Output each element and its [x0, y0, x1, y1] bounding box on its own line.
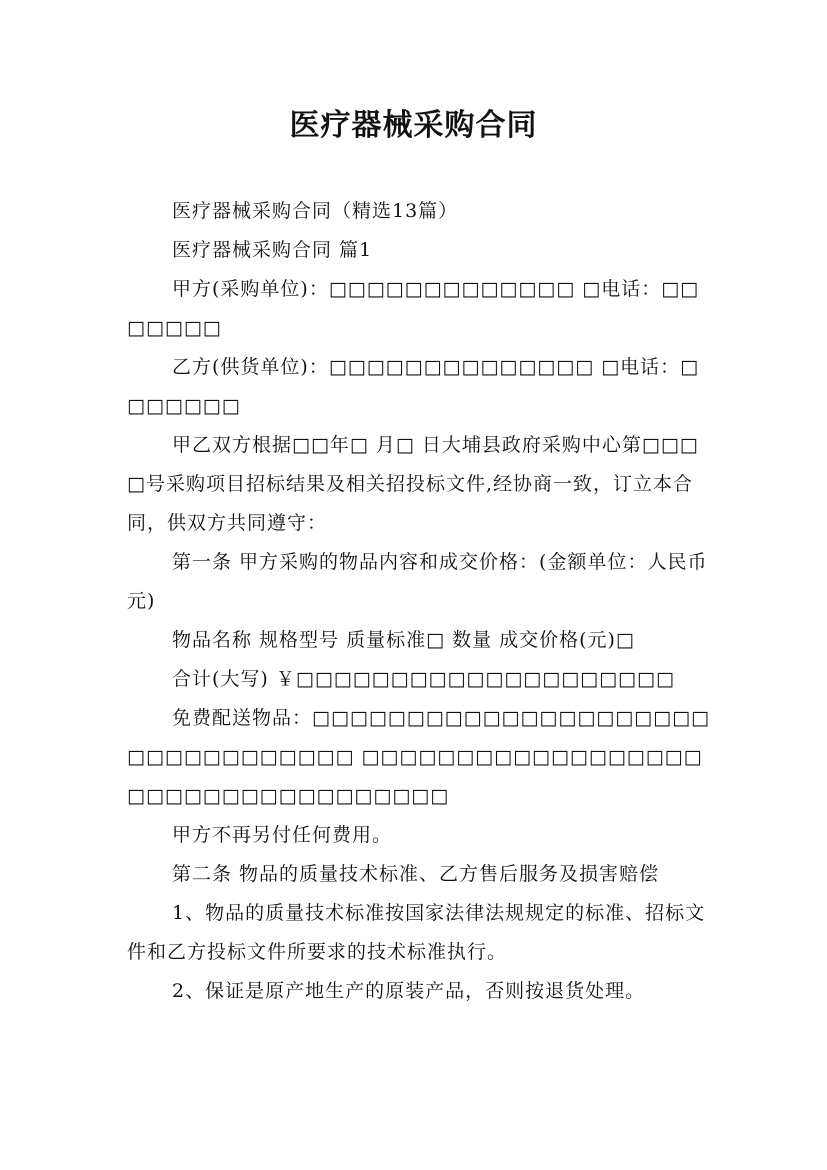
- paragraph: 甲乙双方根据□□年□ 月□ 日大埔县政府采购中心第□□□□号采购项目招标结果及相关招投标文件,经协商一致，订立本合同，供双方共同遵守：: [127, 434, 699, 534]
- paragraph: 甲方(采购单位)：□□□□□□□□□□□□□ □电话：□□□□□□□: [127, 278, 700, 339]
- document-title: 医疗器械采购合同: [289, 108, 538, 143]
- document-body: [127, 192, 717, 1011]
- paragraph: 甲方不再另付任何费用。: [172, 824, 393, 846]
- paragraph: 医疗器械采购合同 篇1: [172, 239, 373, 261]
- paragraph: 免费配送物品：□□□□□□□□□□□□□□□□□□□□□□□□□□□□□□□□□ □□□□□□□□□□□□□□□□□□□□□□□□□□□□□□□□□□□: [127, 707, 710, 807]
- paragraph: 第二条 物品的质量技术标准、乙方售后服务及损害赔偿: [172, 863, 660, 885]
- paragraph: 第一条 甲方采购的物品内容和成交价格：(金额单位：人民币元): [127, 551, 708, 612]
- paragraph: 1、物品的质量技术标准按国家法律法规规定的标准、招标文件和乙方投标文件所要求的技术标准执行。: [127, 902, 706, 963]
- paragraph: 2、保证是原产地生产的原装产品，否则按退货处理。: [172, 980, 646, 1002]
- paragraph: 物品名称 规格型号 质量标准□ 数量 成交价格(元)□: [172, 629, 635, 651]
- paragraph: 医疗器械采购合同（精选13篇）: [172, 200, 459, 222]
- paragraph: 乙方(供货单位)：□□□□□□□□□□□□□□ □电话：□□□□□□□: [127, 356, 700, 417]
- paragraph: 合计(大写) ￥□□□□□□□□□□□□□□□□□□□□: [172, 668, 675, 690]
